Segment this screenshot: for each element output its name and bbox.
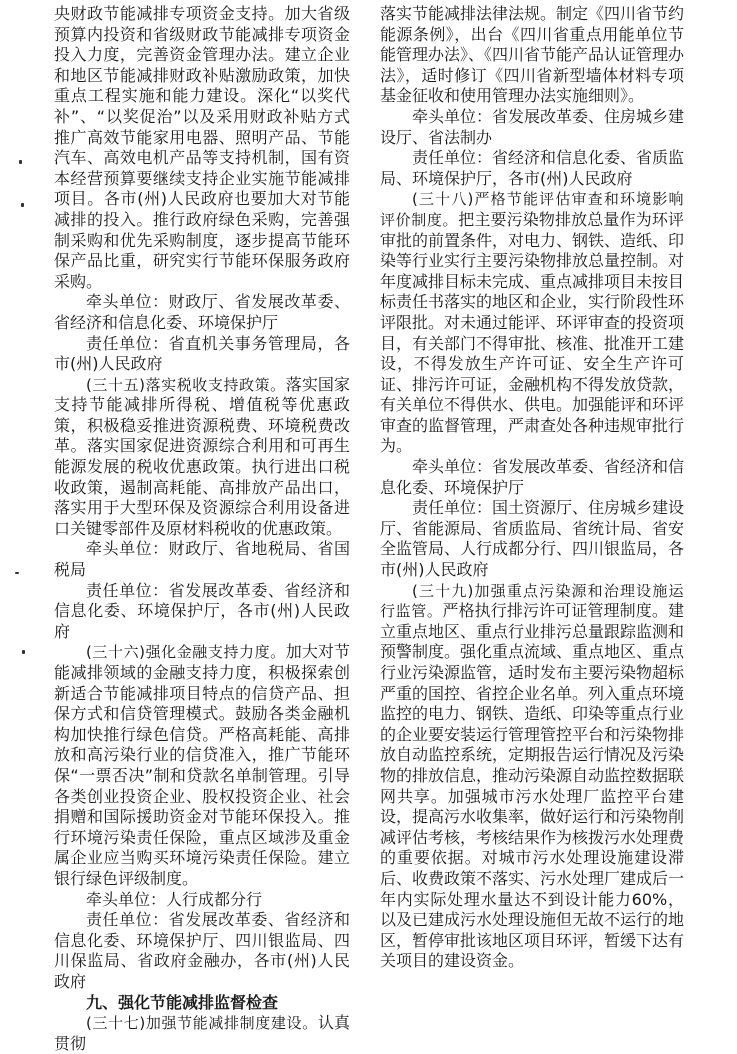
responsible-units: 责任单位：省发展改革委、省经济和信息化委、环境保护厅，各市(州)人民政府: [54, 580, 350, 641]
responsible-units: 责任单位：省直机关事务管理局，各市(州)人民政府: [54, 333, 350, 374]
responsible-units: 责任单位：国土资源厅、住房城乡建设厅、省能源局、省质监局、省统计局、省安全监管局、人行成都分行、四川银监局，各市(州)人民政府: [380, 498, 685, 580]
section-body: 落实国家支持节能减排所得税、增值税等优惠政策，积极稳妥推进资源税费、环境税费改革。落实国家促进资源综合利用和可再生能源发展的税收优惠政策。执行进出口税收政策，遏制高耗能、高排放产品出口，落实用于大型环保及资源综合利用设备进口关键零部件及原材料税收的优惠政策。: [54, 374, 350, 538]
responsible-units: 责任单位：省经济和信息化委、省质监局、环境保护厅，各市(州)人民政府: [380, 148, 685, 188]
paragraph: 落实节能减排法律法规。制定《四川省节约能源条例》，出台《四川省重点用能单位节能管理办法》、《四川省节能产品认证管理办法》，适时修订《四川省新型墙体材料专项基金征收和使用管理办法实施细则》。: [380, 4, 685, 106]
lead-units: 牵头单位：财政厅、省地税局、省国税局: [54, 539, 350, 580]
section-body: 严格执行排污许可证管理制度。建立重点地区、重点行业排污总量跟踪监测和预警制度。强化重点流域、重点地区、重点行业污染源监管，适时发布主要污染物超标严重的国控、省控企业名单。列入重点环境监控的电力、钢铁、造纸、印染等重点行业的企业要安装运行管理管控平台和污染物排放自动监控系统，定期报告运行情况及污染物的排放信息，推动污染源自动监控数据联网共享。加强城市污水处理厂监控平台建设，提高污水收集率，做好运行和污染物削减评估考核，考核结果作为核拨污水处理费的重要依据。对城市污水处理设施建设滞后、收费政策不落实、污水处理厂建成后一年内实际处理水量达不到设计能力60%，以及已建成污水处理设施但无故不运行的地区，暂停审批该地区项目环评，暂缓下达有关项目的建设资金。: [380, 601, 685, 971]
section-body: 把主要污染物排放总量作为环评审批的前置条件，对电力、钢铁、造纸、印染等行业实行主要污染物排放总量控制。对年度减排目标未完成、重点减排项目未按目标责任书落实的地区和企业，实行阶段性环评限批。对未通过能评、环评审查的投资项目，有关部门不得审批、核准、批准开工建设，不得发放生产许可证、安全生产许可证、排污许可证，金融机构不得发放贷款，有关单位不得供水、供电。加强能评和环评审查的监督管理，严肃查处各种违规审批行为。: [380, 209, 685, 456]
section-title: (三十七)加强节能减排制度建设。: [86, 1014, 318, 1033]
chapter-heading: 九、强化节能减排监督检查: [86, 992, 279, 1012]
lead-units: 牵头单位：人行成都分行: [86, 889, 263, 909]
left-column: [54, 4, 350, 1054]
section-title: (三十八)严格节能评估审查和环境影响评价制度。: [380, 190, 684, 229]
section-body: 认真贯彻: [54, 1013, 350, 1053]
lead-units: 牵头单位：省发展改革委、住房城乡建设厅、省法制办: [380, 106, 685, 147]
right-column: [380, 4, 684, 972]
section-35: [54, 375, 350, 540]
section-38: [380, 189, 684, 457]
section-title: (三十六)强化金融支持力度。: [86, 643, 286, 662]
paragraph: 央财政节能减排专项资金支持。加大省级预算内投资和省级财政节能减排专项资金投入力度，完善资金管理办法。建立企业和地区节能减排财政补贴激励政策，加快重点工程实施和能力建设。深化“以奖代补”、“以奖促治”以及采用财政补贴方式推广高效节能家用电器、照明产品、节能汽车、高效电机产品等支持机制，国有资本经营预算要继续支持企业实施节能减排项目。各市(州)人民政府也要加大对节能减排的投入。推行政府绿色采购，完善强制采购和优先采购制度，逐步提高节能环保产品比重，研究实行节能环保服务政府采购。: [54, 4, 350, 291]
scan-speck: [15, 572, 19, 574]
lead-units: 牵头单位：财政厅、省发展改革委、省经济和信息化委、环境保护厅: [54, 292, 350, 332]
section-36: [54, 642, 350, 889]
responsible-units: 责任单位：省发展改革委、省经济和信息化委、环境保护厅、四川银监局、四川保监局、省政府金融办，各市(州)人民政府: [54, 910, 350, 991]
section-body: 加大对节能减排领域的金融支持力度，积极探索创新适合节能减排项目特点的信贷产品、担保方式和信贷管理模式。鼓励各类金融机构加快推行绿色信贷。严格高耗能、高排放和高污染行业的信贷准入，推广节能环保“一票否决”制和贷款名单制管理。引导各类创业投资企业、股权投资企业、社会捐赠和国际援助资金对节能环保投入。推行环境污染责任保险，重点区域涉及重金属企业应当购买环境污染责任保险。建立银行绿色评级制度。: [54, 642, 350, 888]
scan-speck: [21, 203, 24, 207]
scan-speck: [22, 650, 25, 654]
section-title: (三十五)落实税收支持政策。: [86, 375, 286, 394]
section-39: [380, 581, 684, 972]
scan-speck: [19, 160, 22, 164]
lead-units: 牵头单位：省发展改革委、省经济和信息化委、环境保护厅: [380, 457, 685, 497]
section-title: (三十九)加强重点污染源和治理设施运行监管。: [380, 581, 684, 621]
section-37: [54, 1013, 350, 1054]
